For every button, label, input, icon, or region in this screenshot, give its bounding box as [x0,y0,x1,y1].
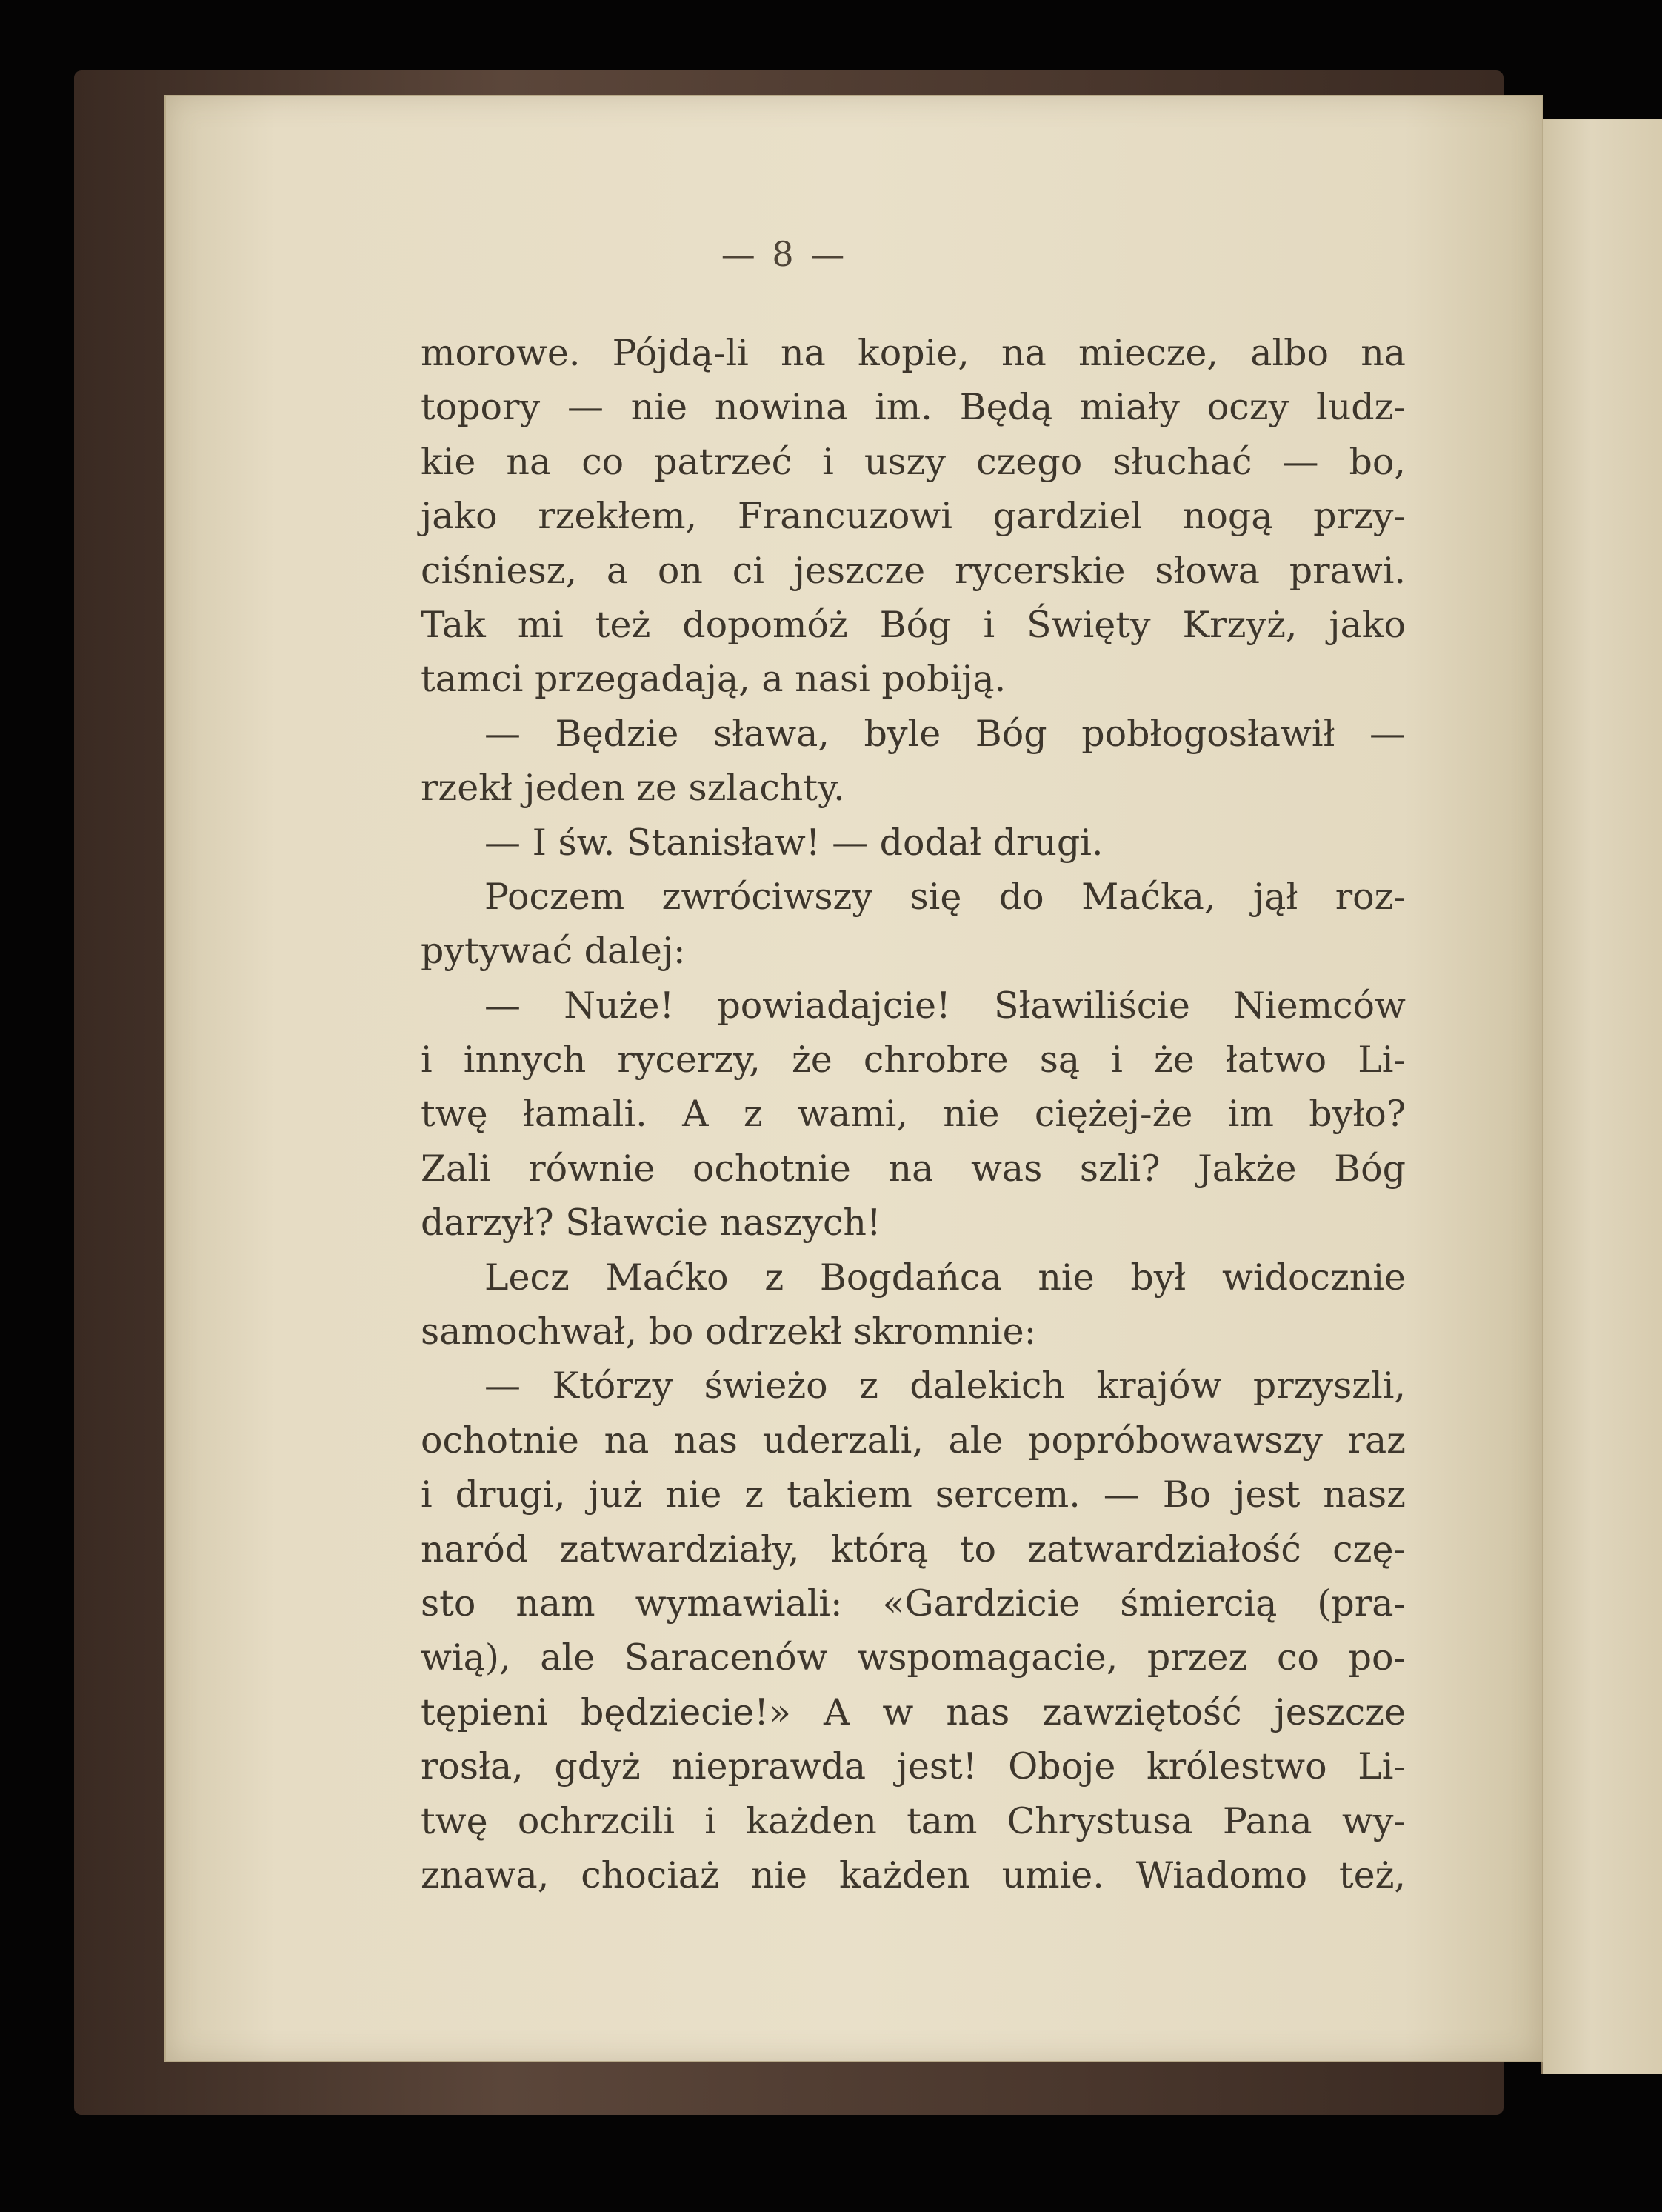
text-line: ochotnie na nas uderzali, ale popróbowawszy raz [421,1419,1406,1462]
text-line: twę ochrzcili i każden tam Chrystusa Pana wy- [421,1799,1406,1842]
page-number: — 8 — [721,234,848,274]
text-line: — Którzy świeżo z dalekich krajów przyszli, [484,1365,1406,1408]
text-line: darzył? Sławcie naszych! [421,1202,881,1245]
text-line: znawa, chociaż nie każden umie. Wiadomo też, [421,1853,1406,1896]
text-line: wią), ale Saracenów wspomagacie, przez co po- [421,1636,1406,1679]
page-text [421,326,1406,1902]
text-line: Tak mi też dopomóż Bóg i Święty Krzyż, jako [421,603,1406,646]
text-line: rosła, gdyż nieprawda jest! Oboje królestwo Li- [421,1745,1406,1788]
text-line: twę łamali. A z wami, nie ciężej-że im było? [421,1093,1406,1136]
next-page-edge [1541,119,1662,2074]
text-line: Lecz Maćko z Bogdańca nie był widocznie [484,1256,1406,1299]
text-line: samochwał, bo odrzekł skromnie: [421,1310,1037,1353]
text-line: i drugi, już nie z takiem sercem. — Bo jest nasz [421,1473,1406,1516]
text-line: sto nam wymawiali: «Gardzicie śmiercią (pra- [421,1582,1406,1625]
text-line: pytywać dalej: [421,930,686,973]
text-line: — Będzie sława, byle Bóg pobłogosławił — [484,712,1406,755]
text-line: ciśniesz, a on ci jeszcze rycerskie słowa prawi. [421,549,1406,592]
text-line: — Nuże! powiadajcie! Sławiliście Niemców [484,984,1406,1027]
text-line: jako rzekłem, Francuzowi gardziel nogą przy- [421,495,1406,538]
text-line: — I św. Stanisław! — dodał drugi. [484,821,1104,864]
text-line: Zali równie ochotnie na was szli? Jakże Bóg [421,1147,1406,1190]
text-line: kie na co patrzeć i uszy czego słuchać — bo, [421,440,1406,483]
text-line: naród zatwardziały, którą to zatwardziałość czę- [421,1528,1406,1570]
text-line: i innych rycerzy, że chrobre są i że łatwo Li- [421,1039,1406,1082]
text-line: tamci przegadają, a nasi pobiją. [421,658,1007,701]
text-line: tępieni będziecie!» A w nas zawziętość jeszcze [421,1690,1406,1733]
text-line: Poczem zwróciwszy się do Maćka, jął roz- [484,875,1406,918]
text-line: rzekł jeden ze szlachty. [421,767,845,810]
text-line: morowe. Pójdą-li na kopie, na miecze, albo na [421,332,1406,374]
text-line: topory — nie nowina im. Będą miały oczy ludz- [421,386,1406,429]
